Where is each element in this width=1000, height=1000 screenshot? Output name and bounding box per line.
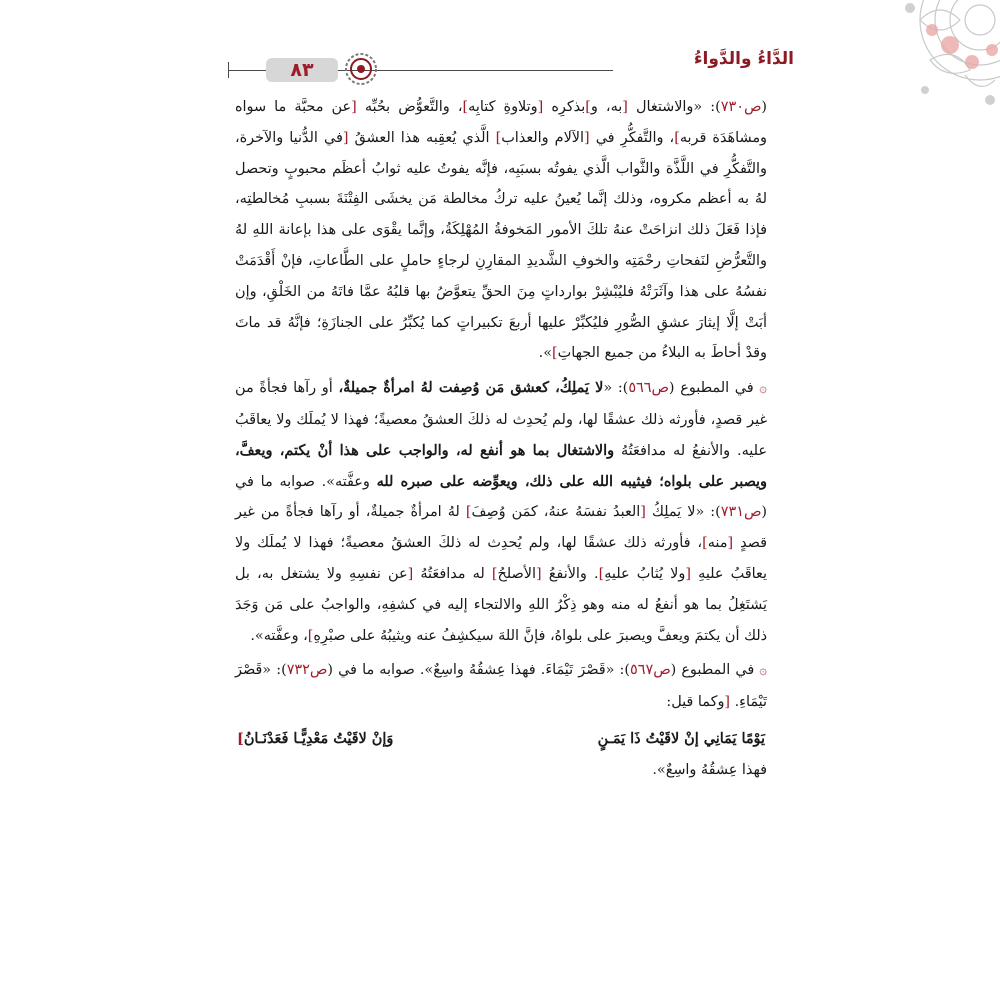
verse-second-hemistich: وَإنْ لاقَيْتُ مَعْدِيًّـا فَعَدْنَـانُ] <box>237 729 394 747</box>
page-reference: ص٥٦٦ <box>628 380 669 397</box>
page-reference: ص٧٣١ <box>720 504 762 521</box>
poetry-verse <box>235 724 767 755</box>
paragraph-1: (ص٧٣٠): «والاشتغال [به، و]بذكرِه [وتلاوةِ كتابِه]، والتَّعوُّض بحُبِّه [عن محبَّة ما سواه ومشاهَدَة قربه]، والتَّفكُّرِ في [الآلام والعذاب] الَّذي يُعقِبه هذا العشقُ [في الدُّنيا والآخرة، والتَّفكُّرِ في اللَّذَّة والثَّواب الَّذي يفوتُه بسبَبِه، فإنَّه يفوتُ عليه ثوابُ أعظَم محبوبٍ وتحصل لهُ به أعظم مكروه، وذلك إنَّما يُعينُ عليه تركُ مخالطة مَن يخشَى الفِتْنَةَ بسببِ مُخالطتِه، فإذا فَعَلَ ذلك انزاحَتْ عنهُ تلكَ الأمور المَخوفةُ المُهْلِكَةُ، وإنَّما يقْوَى على هذا بإعانة اللهِ لهُ والتَّعرُّضِ لنَفحاتِ رحْمَتِه والخوفِ الشَّديدِ المقارِنِ لرجاءٍ حاملٍ على الطَّاعاتِ، فإنْ أَقْدَمَتْ نفسُهُ على هذا وآثَرَتْهُ فليُبْشِرْ بوارداتٍ مِنَ الحقِّ يتعوَّضُ بها قلبُهُ عمَّا فاتَهُ من الخَلْقِ، وإن أبَتْ إلَّا إيثارَ عشقِ الصُّورِ فليُكبِّرْ عليها أربعَ تكبيراتٍ كما يُكبِّرُ على الجنازَةِ؛ فإنَّهُ قد ماتَ وقدْ أحاطَ به البلاءُ من جميع الجهاتِ]». <box>235 99 767 362</box>
header-rule-end <box>228 62 229 78</box>
page-header <box>228 49 794 92</box>
page-reference: ص٧٣٢ <box>286 662 328 679</box>
paragraph-3: ۞ في المطبوع (ص٥٦٧): «قَصْرَ تَيْمَاءَ. فهذا عِشقُهُ واسِعٌ». صوابه ما في (ص٧٣٢): «قَصْرَ تَيْمَاءِ. [وكما قيل: <box>235 662 767 711</box>
rosette-icon <box>344 52 378 86</box>
page-reference: ص٥٦٧ <box>629 662 671 679</box>
flower-marker-icon: ۞ <box>759 381 768 397</box>
verse-first-hemistich: يَوْمًا يَمَانِي إنْ لاقَيْتُ ذَا يَمَـنٍ <box>597 729 765 747</box>
paragraph-2: ۞ في المطبوع (ص٥٦٦): «لا يَملِكُ، كعشق مَن وُصِفت لهُ امرأةٌ جميلةٌ، أو رآها فجأةً من غير قصدٍ، فأورثه ذلك عشقًا لها، ولم يُحدِث له ذلكَ العشقُ معصيةً؛ فهذا لا يُملَك ولا يعاقَبُ عليه. والأنفعُ له مدافعَتُهُ والاشتغال بما هو أنفع له، والواجب على هذا أنْ يكتم، ويعفَّ، ويصبر على بلواه؛ فيثيبه الله على ذلك، ويعوِّضه على صبره لله وعفَّته». صوابه ما في (ص٧٣١): «لا يَملِكُ [العبدُ نفسَهُ عنهُ، كمَن وُصِفَ] لهُ امرأةٌ جميلةٌ، أو رآها فجأةً من غير قصدٍ [منه]، فأورثه ذلك عشقًا لها، ولم يُحدِث له ذلكَ العشقُ معصيةً؛ فهذا لا يُملَك ولا يعاقَبُ عليهِ [ولا يُثابُ عليهِ]. والأنفعُ [الأصلحُ] له مدافعَتُهُ [عن نفسِهِ ولا يشتغل به، بل يَشتَغِلُ بما هو أنفعُ له منه وهو ذِكْرُ اللهِ والالتجاء إليه في كشفِهِ، والواجبُ على مَن وَجَدَ ذلك أن يكتمَ ويعفَّ ويصبرَ على بلواهُ، فإنَّ اللهَ سيكشِفُ عنه ويثيبُهُ على صبْرِهِ]، وعفَّته». <box>235 379 768 644</box>
page-body <box>235 92 767 790</box>
flower-marker-icon: ۞ <box>759 663 767 679</box>
closing-line: فهذا عِشقُهُ واسِعٌ». <box>652 761 767 778</box>
book-title: الدَّاءُ والدَّواءُ <box>693 49 794 69</box>
page-reference: ص٧٣٠ <box>720 99 762 115</box>
page-number: ٨٣ <box>266 58 338 82</box>
